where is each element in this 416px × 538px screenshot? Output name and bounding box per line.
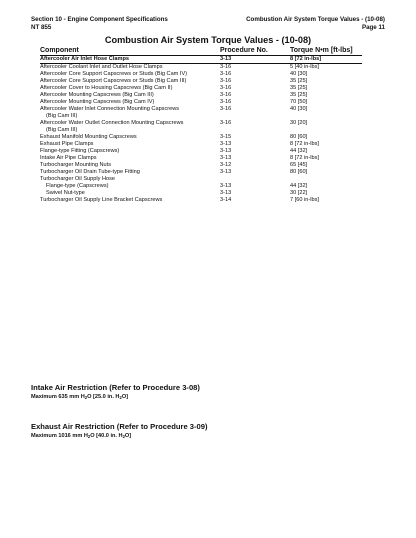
intake-restriction-section: [31, 383, 200, 400]
table-row: [40, 120, 362, 127]
row-procedure: 3-13: [220, 183, 232, 189]
row-procedure: 3-15: [220, 134, 232, 140]
section-name: Section 10 - Engine Component Specifications: [31, 16, 168, 23]
row-component: Aftercooler Mounting Capscrews (Big Cam IV): [40, 99, 155, 105]
page-number: Page 11: [361, 24, 385, 31]
row-torque: 35 [25]: [290, 78, 308, 84]
table-row: [40, 141, 362, 148]
table-row: [40, 197, 362, 204]
row-component: Aftercooler Water Outlet Connection Mounting Capscrews: [40, 120, 184, 126]
row-component: Aftercooler Water Inlet Connection Mounting Capscrews: [40, 106, 180, 112]
row-torque: 70 [50]: [290, 99, 308, 105]
intake-value-subscript: 2: [84, 395, 88, 400]
row-torque: 30 [22]: [290, 190, 308, 196]
subheader-procedure: 3-13: [220, 56, 290, 64]
torque-table: [40, 47, 362, 204]
row-component: Turbocharger Mounting Nuts: [40, 162, 111, 168]
row-component: Aftercooler Coolant Inlet and Outlet Hose Clamps: [40, 64, 163, 70]
row-procedure: 3-16: [220, 85, 232, 91]
row-torque: 8 [72 in-lbs]: [290, 141, 319, 147]
row-component: Aftercooler Core Support Capscrews or Studs (Big Cam III): [40, 78, 187, 84]
row-procedure: 3-13: [220, 141, 232, 147]
row-procedure: 3-16: [220, 64, 232, 70]
table-row: [40, 169, 362, 176]
row-component: Turbocharger Oil Supply Line Bracket Capscrews: [40, 197, 163, 203]
row-torque: 5 [40 in-lbs]: [290, 64, 319, 70]
table-row: [40, 162, 362, 169]
column-header-procedure: Procedure No.: [220, 47, 290, 56]
page-title: Combustion Air System Torque Values - (10-08): [104, 35, 312, 45]
table-row: [40, 183, 362, 190]
row-component: Aftercooler Cover to Housing Capscrews (Big Cam II): [40, 85, 173, 91]
table-row: [40, 78, 362, 85]
row-component: Exhaust Manifold Mounting Capscrews: [40, 134, 137, 140]
intake-value-text-end: O]: [121, 394, 129, 400]
row-procedure: 3-16: [220, 71, 232, 77]
row-procedure: 3-16: [220, 99, 232, 105]
row-torque: 7 [60 in-lbs]: [290, 197, 319, 203]
row-component: (Big Cam III): [46, 127, 78, 133]
header-left: [31, 16, 168, 32]
exhaust-value-subscript-2: 2: [122, 434, 125, 439]
table-subheader-row: [40, 56, 362, 64]
exhaust-value-subscript: 2: [87, 434, 91, 439]
table-row: [40, 134, 362, 141]
header-right: [246, 16, 385, 32]
row-procedure: 3-16: [220, 92, 232, 98]
row-torque: [290, 113, 362, 120]
table-row: [40, 85, 362, 92]
exhaust-value-text: Maximum 1016 mm H: [31, 433, 88, 439]
subheader-component: Aftercooler Air Inlet Hose Clamps: [40, 56, 220, 64]
header-topic: Combustion Air System Torque Values - (10-08): [246, 16, 385, 23]
row-component: Turbocharger Oil Supply Hose: [40, 176, 116, 182]
row-torque: 80 [60]: [290, 169, 308, 175]
intake-restriction-title: Intake Air Restriction (Refer to Procedure 3-08): [31, 383, 200, 392]
row-component: Aftercooler Core Support Capscrews or Studs (Big Cam IV): [40, 71, 188, 77]
exhaust-value-text-end: O]: [124, 433, 132, 439]
row-torque: 30 [20]: [290, 120, 308, 126]
row-component: Exhaust Pipe Clamps: [40, 141, 94, 147]
row-component: Aftercooler Mounting Capscrews (Big Cam III): [40, 92, 154, 98]
row-torque: 80 [60]: [290, 134, 308, 140]
row-procedure: 3-13: [220, 148, 232, 154]
engine-model: NT 855: [31, 24, 52, 31]
table-row: [40, 155, 362, 162]
row-torque: 44 [32]: [290, 148, 308, 154]
row-torque: 65 [45]: [290, 162, 308, 168]
row-torque: 35 [25]: [290, 85, 308, 91]
row-component: Intake Air Pipe Clamps: [40, 155, 97, 161]
row-procedure: 3-12: [220, 162, 232, 168]
exhaust-restriction-title: Exhaust Air Restriction (Refer to Procedure 3-09): [31, 422, 208, 431]
row-torque: 35 [25]: [290, 92, 308, 98]
row-torque: [290, 176, 362, 183]
row-procedure: [220, 113, 290, 120]
row-component: Flange-type (Capscrews): [46, 183, 109, 189]
table-header-row: [40, 47, 362, 56]
subheader-torque: 8 [72 in-lbs]: [290, 56, 362, 64]
page-header: [31, 16, 385, 32]
intake-value-text: Maximum 635 mm H: [31, 394, 85, 400]
intake-restriction-value: [31, 394, 200, 400]
table-row: [40, 64, 362, 72]
row-torque: [290, 127, 362, 134]
exhaust-restriction-section: [31, 422, 208, 439]
row-procedure: [220, 127, 290, 134]
row-component: Turbocharger Oil Drain Tube-type Fitting: [40, 169, 140, 175]
table-row: [40, 113, 362, 120]
row-procedure: 3-13: [220, 155, 232, 161]
intake-value-text-mid: O [25.0 in. H: [87, 394, 120, 400]
row-component: Flange-type Fitting (Capscrews): [40, 148, 120, 154]
table-row: [40, 99, 362, 106]
row-torque: 40 [30]: [290, 106, 308, 112]
table-row: [40, 127, 362, 134]
row-procedure: 3-16: [220, 106, 232, 112]
table-row: [40, 71, 362, 78]
column-header-torque: Torque N•m [ft-lbs]: [290, 47, 362, 56]
row-procedure: 3-16: [220, 120, 232, 126]
exhaust-restriction-value: [31, 433, 208, 439]
table-row: [40, 190, 362, 197]
row-procedure: [220, 176, 290, 183]
table-row: [40, 92, 362, 99]
row-procedure: 3-14: [220, 197, 232, 203]
row-torque: 8 [72 in-lbs]: [290, 155, 319, 161]
table-row: [40, 148, 362, 155]
row-torque: 40 [30]: [290, 71, 308, 77]
row-procedure: 3-13: [220, 190, 232, 196]
row-component: Swivel Nut-type: [46, 190, 85, 196]
intake-value-subscript-2: 2: [119, 395, 122, 400]
row-procedure: 3-16: [220, 78, 232, 84]
row-torque: 44 [32]: [290, 183, 308, 189]
exhaust-value-text-mid: O [40.0 in. H: [90, 433, 123, 439]
row-procedure: 3-13: [220, 169, 232, 175]
table-row: [40, 106, 362, 113]
table-row: [40, 176, 362, 183]
column-header-component: Component: [40, 47, 220, 56]
row-component: (Big Cam III): [46, 113, 78, 119]
